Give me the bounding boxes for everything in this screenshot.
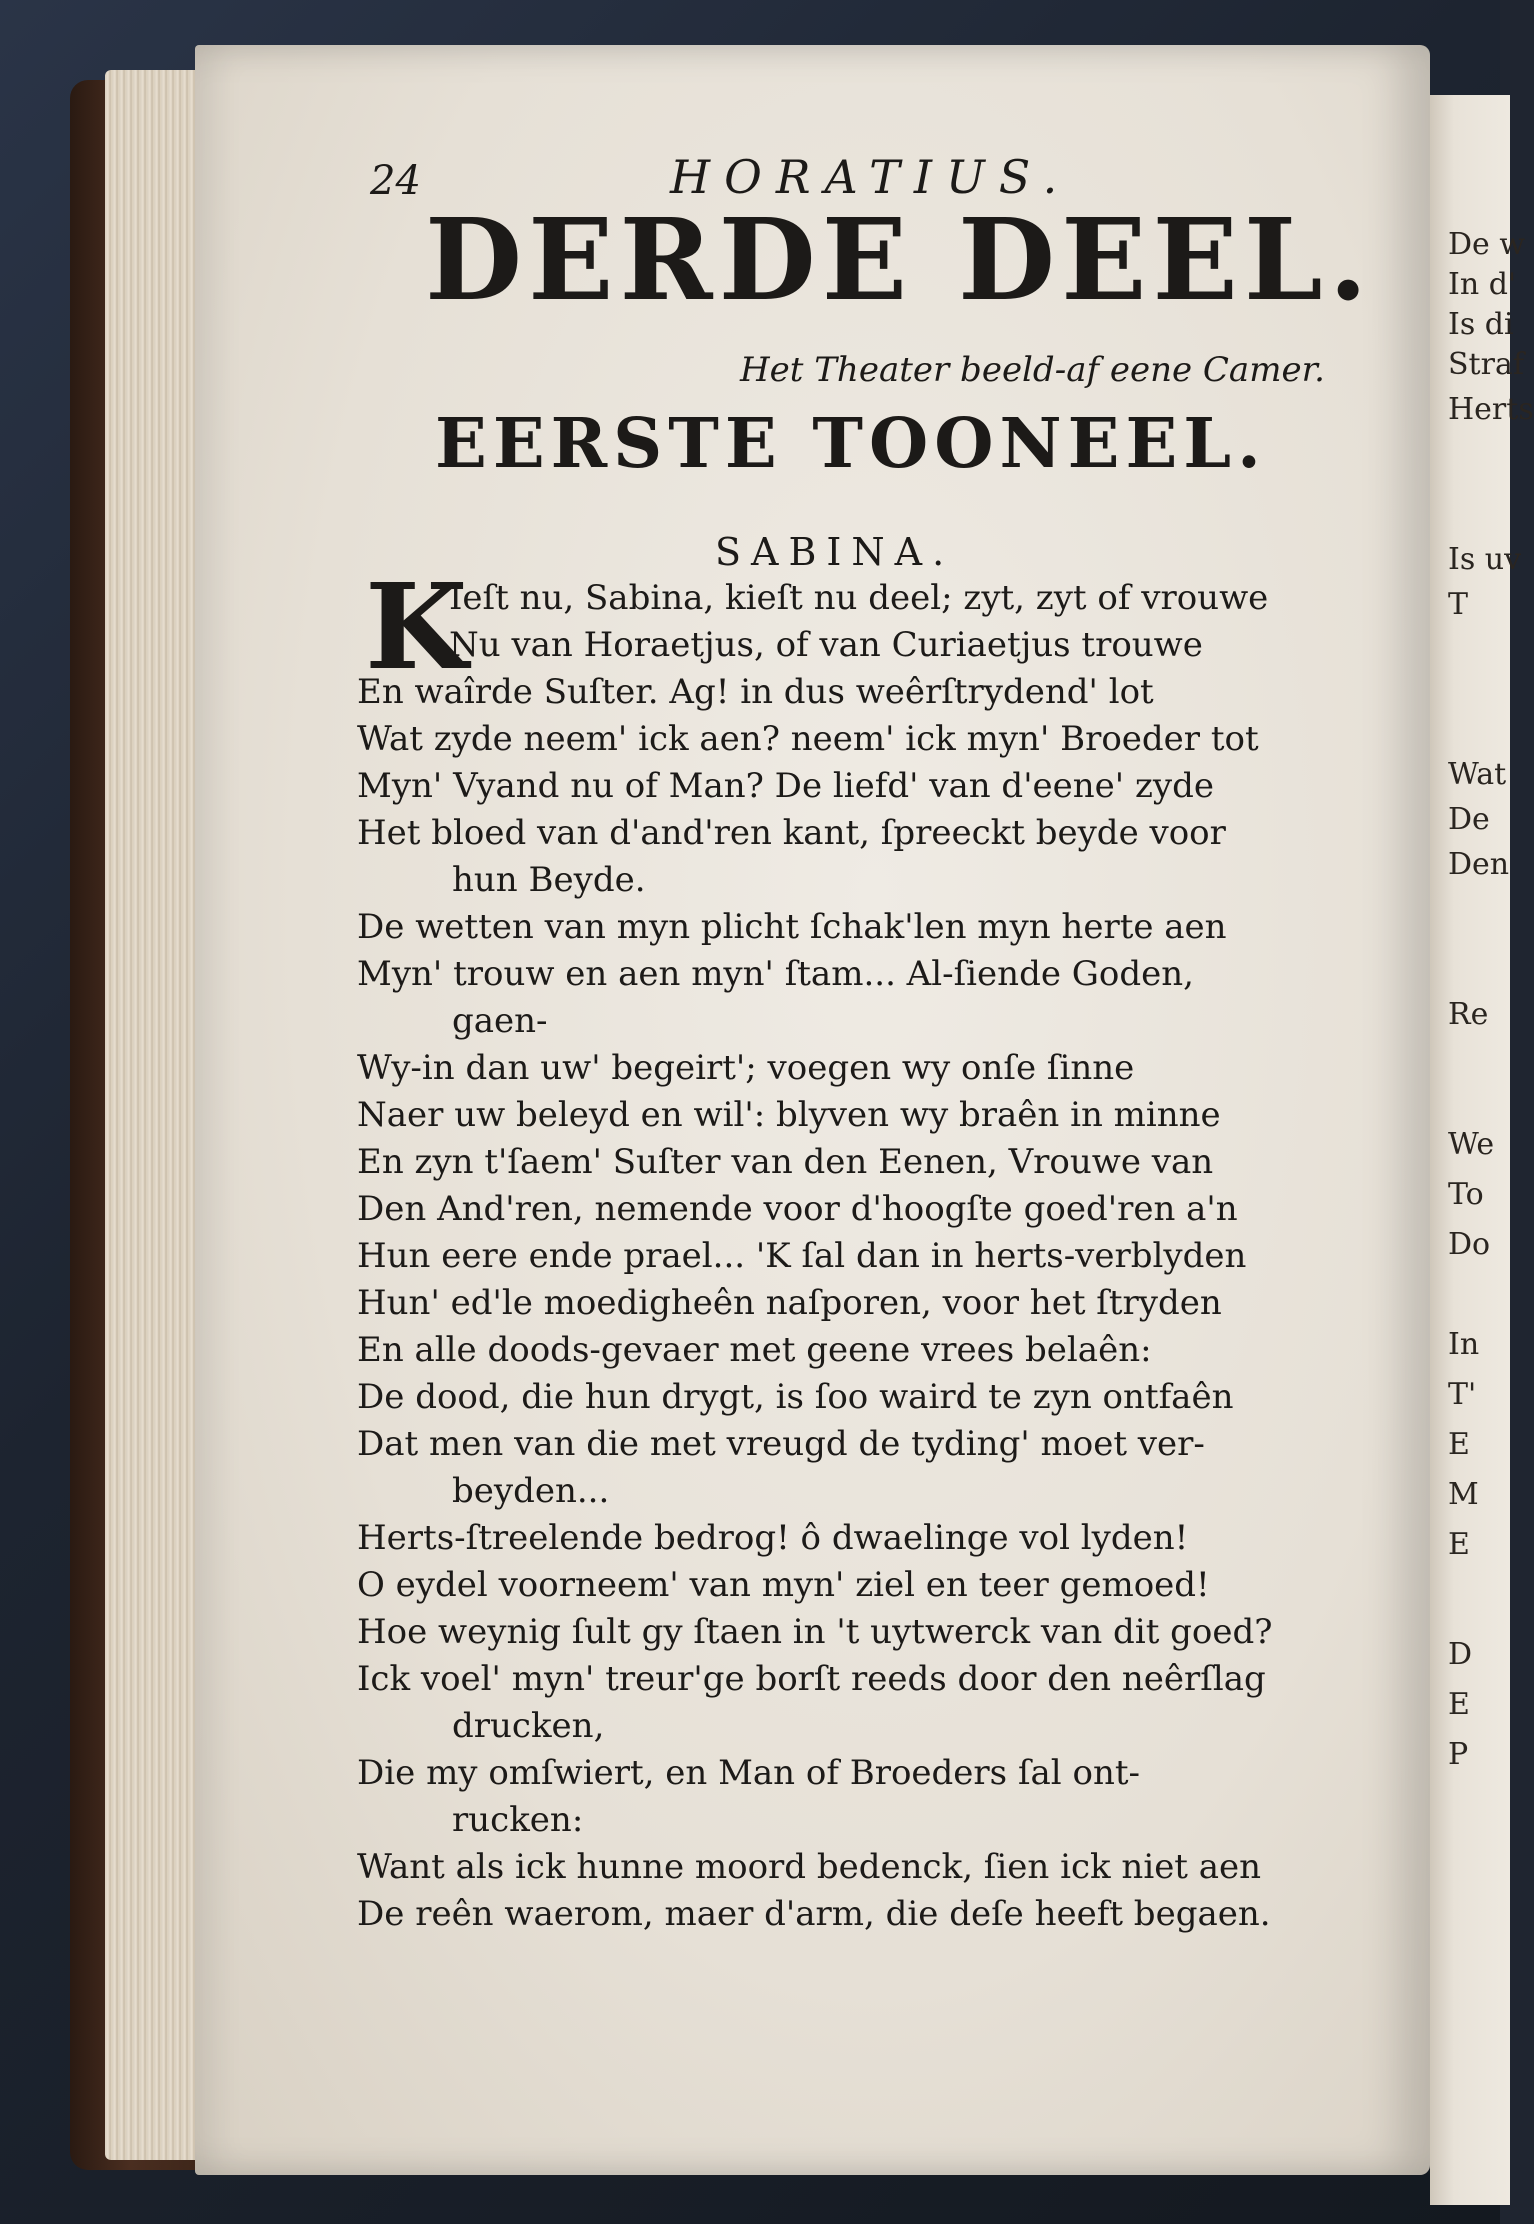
verse-line: Wy-in dan uw' begeirt'; voegen wy onſe ſinne: [357, 1048, 1135, 1088]
verse-line: Hun' ed'le moedigheên naſporen, voor het ſtryden: [357, 1283, 1222, 1323]
facing-page-fragment: We: [1448, 1127, 1495, 1162]
verse-line: Myn' Vyand nu of Man? De liefd' van d'eene' zyde: [357, 766, 1214, 806]
verse-line: Den And'ren, nemende voor d'hoogſte goed'ren a'n: [357, 1189, 1238, 1229]
facing-page-fragment: P: [1448, 1737, 1469, 1772]
facing-page-fragment: Straf: [1448, 347, 1524, 382]
verse-line: beyden...: [452, 1471, 610, 1511]
facing-page-fragment: T: [1448, 587, 1469, 622]
facing-page-fragment: E: [1448, 1527, 1470, 1562]
stage-direction: Het Theater beeld-af eene Camer.: [740, 350, 1325, 390]
facing-page-fragment: T': [1448, 1377, 1477, 1412]
facing-page-fragment: Is uv: [1448, 542, 1522, 577]
verse-line: En waîrde Suſter. Ag! in dus weêrſtrydend' lot: [357, 672, 1154, 712]
facing-page-fragment: De: [1448, 802, 1490, 837]
facing-page-fragment: To: [1448, 1177, 1484, 1212]
verse-line: Hun eere ende prael... 'K ſal dan in herts-verblyden: [357, 1236, 1247, 1276]
facing-page-fragment: E: [1448, 1427, 1470, 1462]
verse-line: gaen-: [452, 1001, 548, 1041]
facing-page-fragment: Wat: [1448, 757, 1507, 792]
facing-page-fragment: Is di: [1448, 307, 1514, 342]
verse-line: Ieſt nu, Sabina, kieſt nu deel; zyt, zyt of vrouwe: [449, 578, 1269, 618]
verse-line: Ick voel' myn' treur'ge borſt reeds door den neêrſlag: [357, 1659, 1266, 1699]
facing-page-fragment: E: [1448, 1687, 1470, 1722]
verse-line: O eydel voorneem' van myn' ziel en teer gemoed!: [357, 1565, 1210, 1605]
facing-page-fragment: Re: [1448, 997, 1489, 1032]
verse-line: De reên waerom, maer d'arm, die deſe heeft begaen.: [357, 1894, 1271, 1934]
verse-line: En alle doods-gevaer met geene vrees belaên:: [357, 1330, 1152, 1370]
facing-page-fragment: De w: [1448, 227, 1526, 262]
verse-line: drucken,: [452, 1706, 605, 1746]
verse-line: En zyn t'ſaem' Suſter van den Eenen, Vrouwe van: [357, 1142, 1214, 1182]
verse-line: Nu van Horaetjus, of van Curiaetjus trouwe: [449, 625, 1203, 665]
scene-title: EERSTE TOONEEL.: [435, 404, 1267, 484]
verse-line: Naer uw beleyd en wil': blyven wy braên in minne: [357, 1095, 1221, 1135]
verse-line: rucken:: [452, 1800, 584, 1840]
facing-page-fragment: Do: [1448, 1227, 1491, 1262]
verse-line: Hoe weynig ſult gy ſtaen in 't uytwerck van dit goed?: [357, 1612, 1273, 1652]
verse-line: Het bloed van d'and'ren kant, ſpreeckt beyde voor: [357, 813, 1226, 853]
page-number: 24: [370, 158, 421, 204]
act-title: DERDE DEEL.: [425, 195, 1374, 326]
verse-line: hun Beyde.: [452, 860, 646, 900]
verse-line: Herts-ſtreelende bedrog! ô dwaelinge vol lyden!: [357, 1518, 1189, 1558]
verse-line: Myn' trouw en aen myn' ſtam... Al-ſiende Goden,: [357, 954, 1194, 994]
facing-page-fragment: D: [1448, 1637, 1473, 1672]
facing-page-fragment: M: [1448, 1477, 1479, 1512]
verse-line: De dood, die hun drygt, is ſoo waird te zyn ontfaên: [357, 1377, 1234, 1417]
facing-page-fragment: In: [1448, 1327, 1480, 1362]
drop-cap: K: [365, 557, 468, 696]
verse-line: Die my omſwiert, en Man of Broeders ſal ont-: [357, 1753, 1140, 1793]
facing-page-fragment: Herts: [1448, 392, 1534, 427]
facing-page-fragment: In d': [1448, 267, 1517, 302]
speaker-name: SABINA.: [715, 530, 955, 574]
running-head: HORATIUS.: [670, 150, 1072, 204]
facing-page-fragment: Den: [1448, 847, 1510, 882]
verse-line: Dat men van die met vreugd de tyding' moet ver-: [357, 1424, 1205, 1464]
verse-text: [357, 575, 1397, 1938]
verse-line: Wat zyde neem' ick aen? neem' ick myn' Broeder tot: [357, 719, 1259, 759]
verse-line: De wetten van myn plicht ſchak'len myn herte aen: [357, 907, 1227, 947]
verse-line: Want als ick hunne moord bedenck, ſien ick niet aen: [357, 1847, 1262, 1887]
